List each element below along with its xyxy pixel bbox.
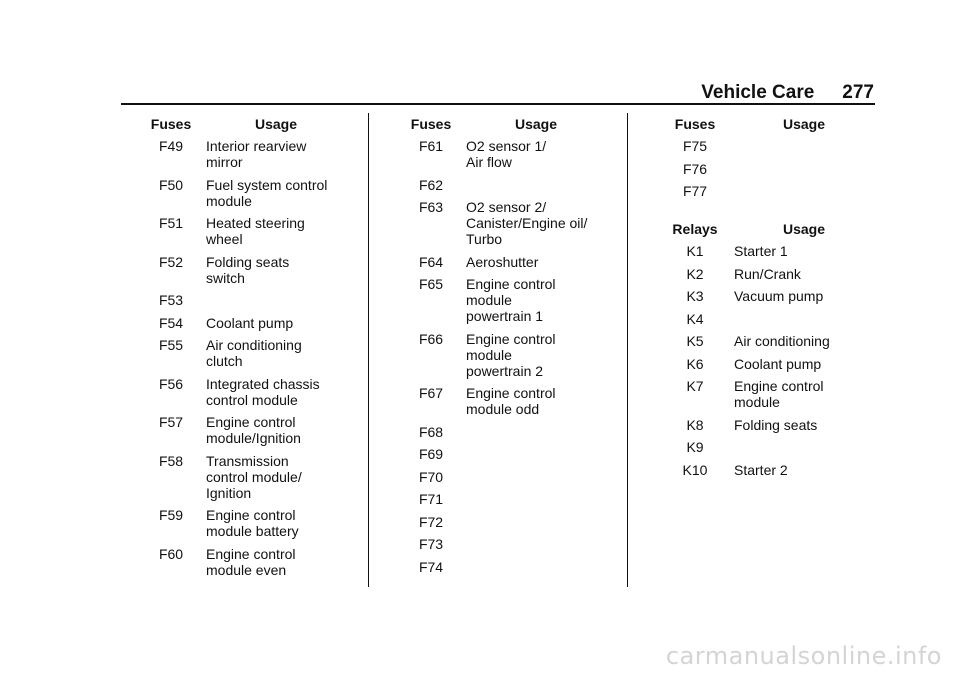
fuse-usage — [466, 424, 606, 440]
page-number: 277 — [842, 82, 874, 103]
fuse-code: F52 — [158, 253, 184, 270]
fuse-usage: Engine control module powertrain 1 — [466, 276, 556, 324]
watermark: carmanualsonline.info — [665, 642, 942, 670]
fuse-code: F76 — [682, 160, 708, 177]
fuse-code: F66 — [418, 330, 444, 347]
fuse-usage: Engine control module battery — [206, 507, 299, 539]
fuse-code: F62 — [418, 176, 444, 193]
fuse-code: F64 — [418, 253, 444, 270]
fuse-code: F69 — [418, 446, 444, 462]
table-row — [136, 337, 346, 369]
table-row — [136, 507, 346, 539]
fuse-code: F60 — [158, 545, 184, 562]
table-header — [656, 116, 874, 132]
table-row — [656, 138, 874, 154]
relay-code: K5 — [686, 333, 704, 349]
relay-code: K6 — [686, 355, 704, 372]
table-row — [656, 378, 874, 410]
table-row — [136, 138, 346, 170]
relay-usage: Folding seats — [734, 416, 818, 433]
table-row — [396, 199, 606, 247]
header-usage: Usage — [782, 116, 826, 132]
fuse-usage: Engine control module even — [206, 545, 296, 578]
fuse-code: F54 — [158, 314, 184, 331]
fuse-usage: Fuel system control module — [206, 176, 328, 209]
table-row — [396, 536, 606, 552]
table-row — [396, 424, 606, 440]
relay-usage: Starter 2 — [734, 461, 788, 478]
fuse-code: F59 — [158, 507, 184, 523]
fuse-usage: O2 sensor 1/ Air flow — [466, 138, 547, 170]
table-row — [396, 559, 606, 575]
fuse-usage — [466, 514, 606, 530]
fuse-usage — [206, 292, 346, 308]
page-header — [701, 82, 874, 104]
fuse-usage: Transmission control module/ Ignition — [206, 452, 302, 501]
table-row — [396, 331, 606, 379]
fuse-code: F50 — [158, 176, 184, 193]
fuse-code: F75 — [682, 138, 708, 154]
fuse-table-column-2 — [396, 116, 606, 581]
fuse-usage: Coolant pump — [206, 314, 294, 331]
table-row — [656, 311, 874, 327]
fuse-usage: Folding seats switch — [206, 253, 290, 286]
fuse-code: F51 — [158, 215, 184, 231]
table-row — [136, 546, 346, 578]
fuse-code: F63 — [418, 199, 444, 215]
fuse-usage — [466, 446, 606, 462]
relay-code: K7 — [686, 378, 704, 394]
header-fuses: Fuses — [410, 116, 452, 132]
table-row — [656, 417, 874, 433]
relay-usage: Engine control module — [734, 378, 824, 410]
fuse-usage: Air conditioning clutch — [206, 337, 302, 369]
table-row — [656, 439, 874, 455]
table-row — [396, 446, 606, 462]
fuse-code: F73 — [418, 536, 444, 552]
table-row — [656, 288, 874, 304]
fuse-code: F61 — [418, 138, 444, 154]
table-row — [136, 177, 346, 209]
table-row — [656, 243, 874, 259]
relay-code: K1 — [686, 243, 704, 259]
table-row — [396, 385, 606, 417]
relay-usage: Run/Crank — [734, 265, 801, 282]
fuse-code: F70 — [418, 468, 444, 485]
table-row — [136, 315, 346, 331]
fuse-usage: O2 sensor 2/ Canister/Engine oil/ Turbo — [466, 199, 588, 247]
fuse-code: F68 — [418, 423, 444, 440]
table-row — [136, 254, 346, 286]
header-rule — [121, 103, 875, 105]
header-usage: Usage — [514, 116, 558, 132]
fuse-code: F72 — [418, 513, 444, 530]
fuse-code: F57 — [158, 414, 184, 430]
relay-usage: Vacuum pump — [734, 288, 824, 304]
relays-header — [656, 221, 874, 237]
fuse-code: F67 — [418, 385, 444, 401]
fuse-usage — [734, 161, 874, 177]
table-row — [136, 376, 346, 408]
header-relays: Relays — [672, 221, 718, 237]
table-header — [136, 116, 346, 132]
fuse-usage — [734, 183, 874, 199]
relay-code: K3 — [686, 288, 704, 304]
table-row — [136, 292, 346, 308]
table-row — [656, 356, 874, 372]
table-row — [396, 469, 606, 485]
relay-usage — [734, 439, 874, 455]
relay-usage: Coolant pump — [734, 355, 822, 372]
table-row — [396, 138, 606, 170]
section-title: Vehicle Care — [701, 82, 815, 103]
relay-code: K4 — [686, 310, 704, 327]
fuse-usage — [466, 469, 606, 485]
table-row — [396, 514, 606, 530]
fuse-usage — [466, 559, 606, 575]
relay-usage: Air conditioning — [734, 333, 830, 349]
table-row — [396, 254, 606, 270]
table-row — [656, 161, 874, 177]
table-row — [656, 266, 874, 282]
table-row — [136, 215, 346, 247]
fuse-code: F65 — [418, 276, 444, 292]
header-usage: Usage — [254, 116, 298, 132]
fuse-code: F77 — [682, 183, 708, 199]
fuse-usage: Engine control module/Ignition — [206, 414, 301, 446]
fuse-code: F53 — [158, 292, 184, 308]
column-divider — [627, 113, 628, 587]
fuse-code: F74 — [418, 558, 444, 575]
relay-usage: Starter 1 — [734, 243, 788, 259]
fuse-usage: Heated steering wheel — [206, 215, 305, 247]
header-fuses: Fuses — [150, 116, 192, 132]
table-row — [396, 276, 606, 324]
column-divider — [368, 113, 369, 587]
relay-code: K9 — [686, 439, 704, 455]
fuse-code: F55 — [158, 337, 184, 353]
table-row — [396, 177, 606, 193]
fuse-code: F71 — [418, 491, 444, 507]
fuse-code: F56 — [158, 375, 184, 392]
fuse-usage: Interior rearview mirror — [206, 138, 307, 170]
fuse-usage — [466, 177, 606, 193]
table-row — [136, 414, 346, 446]
fuse-usage: Integrated chassis control module — [206, 375, 320, 408]
fuse-table-column-3 — [656, 116, 874, 484]
relay-code: K8 — [686, 416, 704, 433]
table-header — [396, 116, 606, 132]
fuse-usage — [466, 536, 606, 552]
table-row — [396, 491, 606, 507]
fuse-usage: Engine control module powertrain 2 — [466, 330, 556, 379]
fuse-usage: Engine control module odd — [466, 385, 556, 417]
fuse-usage: Aeroshutter — [466, 253, 539, 270]
fuse-usage — [466, 491, 606, 507]
relay-code: K10 — [682, 461, 708, 478]
table-row — [656, 183, 874, 199]
header-usage: Usage — [782, 221, 826, 237]
fuse-code: F58 — [158, 452, 184, 469]
header-fuses: Fuses — [674, 116, 716, 132]
fuse-code: F49 — [158, 138, 184, 154]
relay-code: K2 — [686, 265, 704, 282]
fuse-usage — [734, 138, 874, 154]
table-row — [656, 333, 874, 349]
table-row — [136, 453, 346, 501]
relay-usage — [734, 311, 874, 327]
fuse-table-column-1 — [136, 116, 346, 584]
table-row — [656, 462, 874, 478]
